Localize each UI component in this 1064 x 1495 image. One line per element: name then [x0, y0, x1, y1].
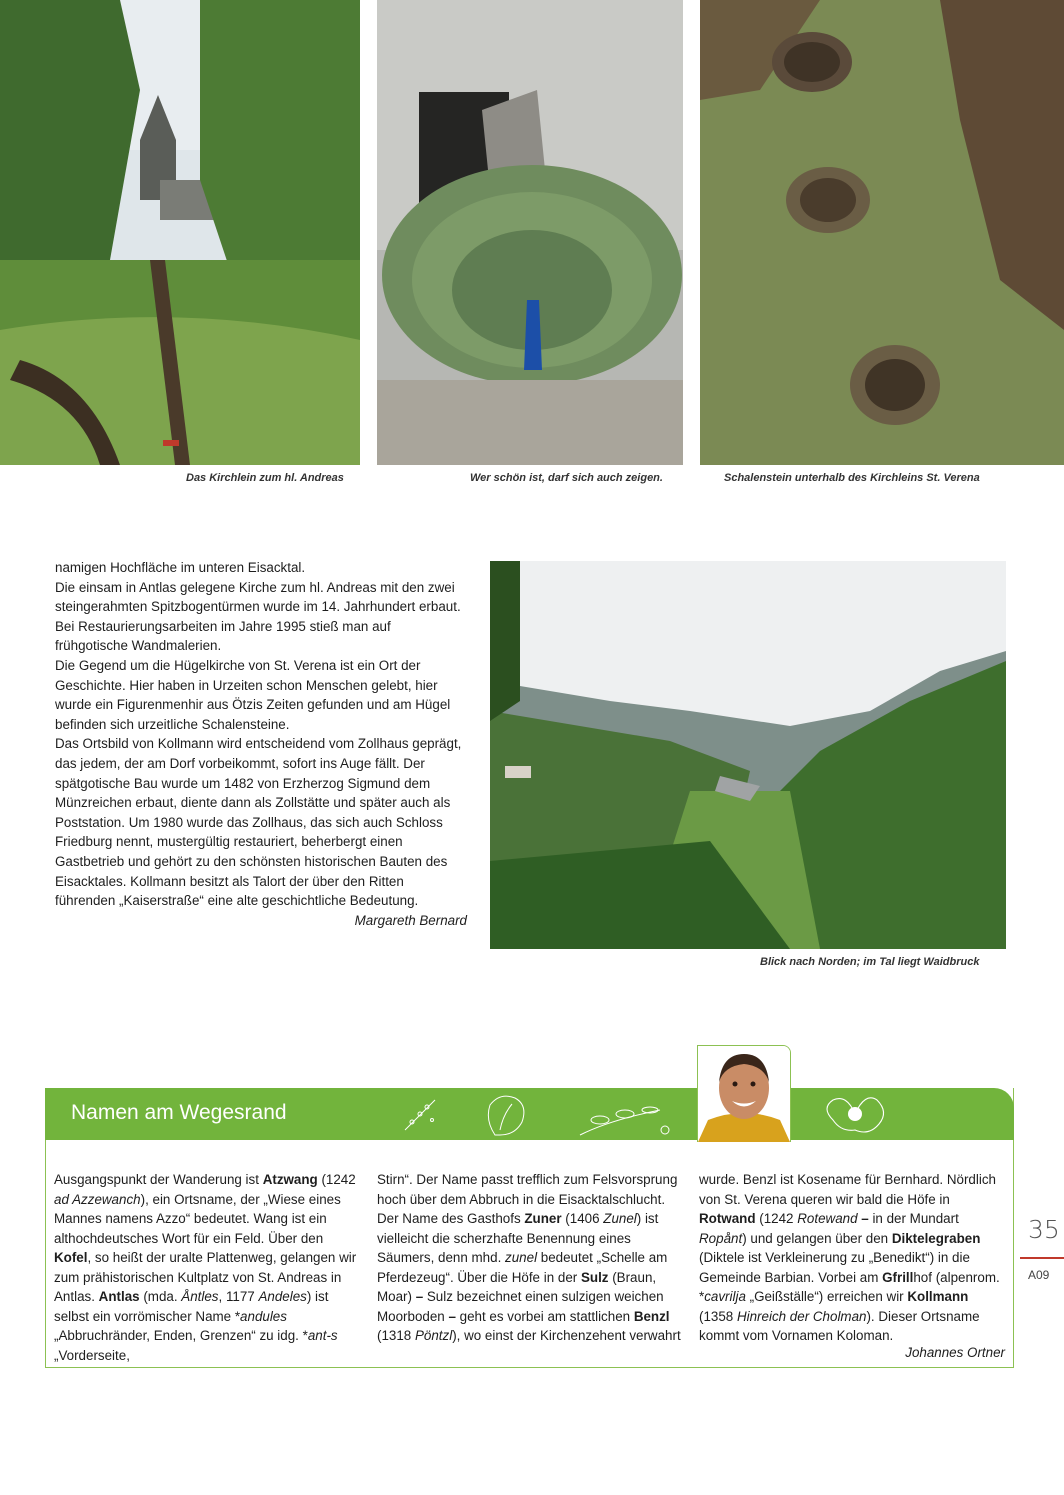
- text-run: (1242: [317, 1172, 356, 1187]
- floral-decoration-icon: [400, 1090, 670, 1140]
- text-run: ), ein Ortsname, der „Wiese eines Mannes namens Azzo“ bedeutet. Wang ist ein althochdeutsches Wort für ein Feld. Über den: [54, 1191, 341, 1246]
- text-run: (1318: [377, 1328, 415, 1343]
- text-run: (1406: [561, 1211, 604, 1226]
- text-run: ) und gelangen über den: [742, 1230, 892, 1246]
- text-run: (Braun, Moar): [377, 1269, 657, 1304]
- text-run: hof (alpenrom. *: [699, 1269, 1000, 1304]
- place-name: Antlas: [98, 1289, 140, 1304]
- historic-form: ant-s: [307, 1328, 338, 1343]
- text-run: Sulz bezeichnet einen sulzigen weichen Moorboden: [377, 1289, 664, 1324]
- historic-form: ad Azzewanch: [54, 1191, 141, 1207]
- text-run: ) ist selbst ein vorrömischer Name *: [54, 1289, 329, 1324]
- text-run: wurde. Benzl ist Kosename für Bernhard. Nördlich von St. Verena queren wir bald die Höfe in: [699, 1172, 996, 1207]
- place-name: –: [448, 1308, 456, 1324]
- article-paragraph: namigen Hochfläche im unteren Eisacktal.: [55, 560, 306, 575]
- photo-cup-stone: [700, 0, 1064, 465]
- names-box-title: Namen am Wegesrand: [71, 1101, 287, 1124]
- place-name: Kollmann: [907, 1289, 969, 1304]
- author-portrait: [697, 1045, 791, 1142]
- names-column-1: [54, 1170, 364, 1365]
- article-body: [55, 558, 467, 930]
- photo-caption-cup-stone: Schalenstein unterhalb des Kirchleins St. Verena: [724, 472, 980, 484]
- article-paragraph: Das Ortsbild von Kollmann wird entscheidend vom Zollhaus geprägt, das jedem, der am Dorf vorbeikommt, sofort ins Auge fällt. Der spätgotische Bau wurde um 1482 von Erzherzog Sigmund dem Münzreichen erbaut, diente dann als Zollstätte und später auch als Poststation. Um 1980 wurde das Zollhaus, das sich auch Schloss Friedburg nennt, mustergültig restauriert, beherbergt einen Gastbetrieb und gehört zu den schönsten historischen Bauten des Eisacktales. Kollmann besitzt als Talort der über den Ritten führenden „Kaiserstraße“ eine alte geschichtliche Bedeutung.: [55, 736, 462, 909]
- text-run: ), wo einst der Kirchenzehent verwahrt: [452, 1328, 681, 1343]
- text-run: (1242: [755, 1211, 798, 1226]
- text-run: „Abbruchränder, Enden, Grenzen“ zu idg. *: [54, 1328, 308, 1343]
- historic-form: Pöntzl: [414, 1328, 453, 1343]
- flower-icon: [817, 1090, 892, 1138]
- text-run: „Vorderseite,: [54, 1347, 130, 1363]
- place-name: –: [861, 1211, 869, 1226]
- names-box-author: Johannes Ortner: [905, 1345, 1005, 1360]
- historic-form: cavrilja: [704, 1289, 746, 1304]
- place-name: Benzl: [633, 1308, 670, 1324]
- photo-caption-peacock: Wer schön ist, darf sich auch zeigen.: [470, 472, 663, 484]
- place-name: Rotwand: [699, 1211, 756, 1226]
- text-run: in der Mundart: [868, 1211, 959, 1226]
- place-name: Gfrill: [882, 1269, 914, 1285]
- text-run: ) ist vielleicht die scherzhafte Benennung eines Säumers, denn mhd.: [377, 1211, 659, 1265]
- historic-form: Ropånt: [699, 1230, 743, 1246]
- historic-form: zunel: [505, 1250, 538, 1265]
- article-paragraph: Die Gegend um die Hügelkirche von St. Verena ist ein Ort der Geschichte. Hier haben in Urzeiten schon Menschen gelebt, hier wurde ein Figurenmenhir aus Ötzis Zeiten gefunden und am Hügel befinden sich urzeitliche Schalensteine.: [55, 657, 451, 732]
- text-run: (1358: [699, 1308, 737, 1324]
- article-author: Margareth Bernard: [354, 912, 467, 928]
- historic-form: Åntles: [181, 1289, 219, 1304]
- historic-form: Hinreich der Cholman: [736, 1308, 867, 1324]
- text-run: , 1177: [218, 1289, 259, 1304]
- text-run: ). Dieser Ortsname kommt vom Vornamen Koloman.: [699, 1308, 980, 1343]
- text-run: geht es vorbei am stattlichen: [455, 1308, 634, 1324]
- page-number: 35: [1028, 1215, 1060, 1244]
- photo-caption-church: Das Kirchlein zum hl. Andreas: [186, 472, 344, 484]
- text-run: (mda.: [139, 1289, 182, 1304]
- historic-form: Andeles: [258, 1289, 307, 1304]
- historic-form: Zunel: [603, 1211, 637, 1226]
- photo-peacock: [377, 0, 683, 465]
- photo-church: [0, 0, 360, 465]
- place-name: Diktelegraben: [891, 1230, 981, 1246]
- place-name: Sulz: [580, 1269, 609, 1285]
- names-box-header: [45, 1088, 1014, 1140]
- names-column-3: [699, 1170, 1004, 1346]
- page-code: A09: [1028, 1268, 1050, 1282]
- place-name: Zuner: [524, 1211, 562, 1226]
- photo-caption-valley: Blick nach Norden; im Tal liegt Waidbruck: [760, 956, 980, 968]
- text-run: , so heißt der uralte Plattenweg, gelangen wir zum prähistorischen Kultplatz von St. Andreas in Antlas.: [54, 1250, 357, 1304]
- historic-form: Rotewand: [797, 1211, 858, 1226]
- photo-valley: [490, 561, 1006, 949]
- place-name: Kofel: [54, 1250, 88, 1265]
- place-name: Atzwang: [262, 1172, 318, 1187]
- text-run: Ausgangspunkt der Wanderung ist: [54, 1172, 263, 1187]
- text-run: Stirn“. Der Name passt trefflich zum Felsvorsprung hoch über dem Abbruch in die Eisacktalschlucht. Der Name des Gasthofs: [377, 1172, 678, 1226]
- text-run: „Geißställe“) erreichen wir: [745, 1289, 908, 1304]
- page-number-divider: [1020, 1257, 1064, 1259]
- place-name: –: [415, 1289, 424, 1304]
- names-column-2: [377, 1170, 685, 1346]
- text-run: (Diktele ist Verkleinerung zu „Benedikt“) in die Gemeinde Barbian. Vorbei am: [699, 1250, 970, 1285]
- text-run: bedeutet „Schelle am Pferdezeug“. Über die Höfe in der: [377, 1250, 668, 1285]
- historic-form: andules: [240, 1308, 287, 1324]
- article-paragraph: Die einsam in Antlas gelegene Kirche zum hl. Andreas mit den zwei steingerahmten Spitzbogentürmen wurde im 14. Jahrhundert erbaut. Bei Restaurierungsarbeiten im Jahre 1995 stieß man auf frühgotische Wandmalerien.: [55, 579, 461, 654]
